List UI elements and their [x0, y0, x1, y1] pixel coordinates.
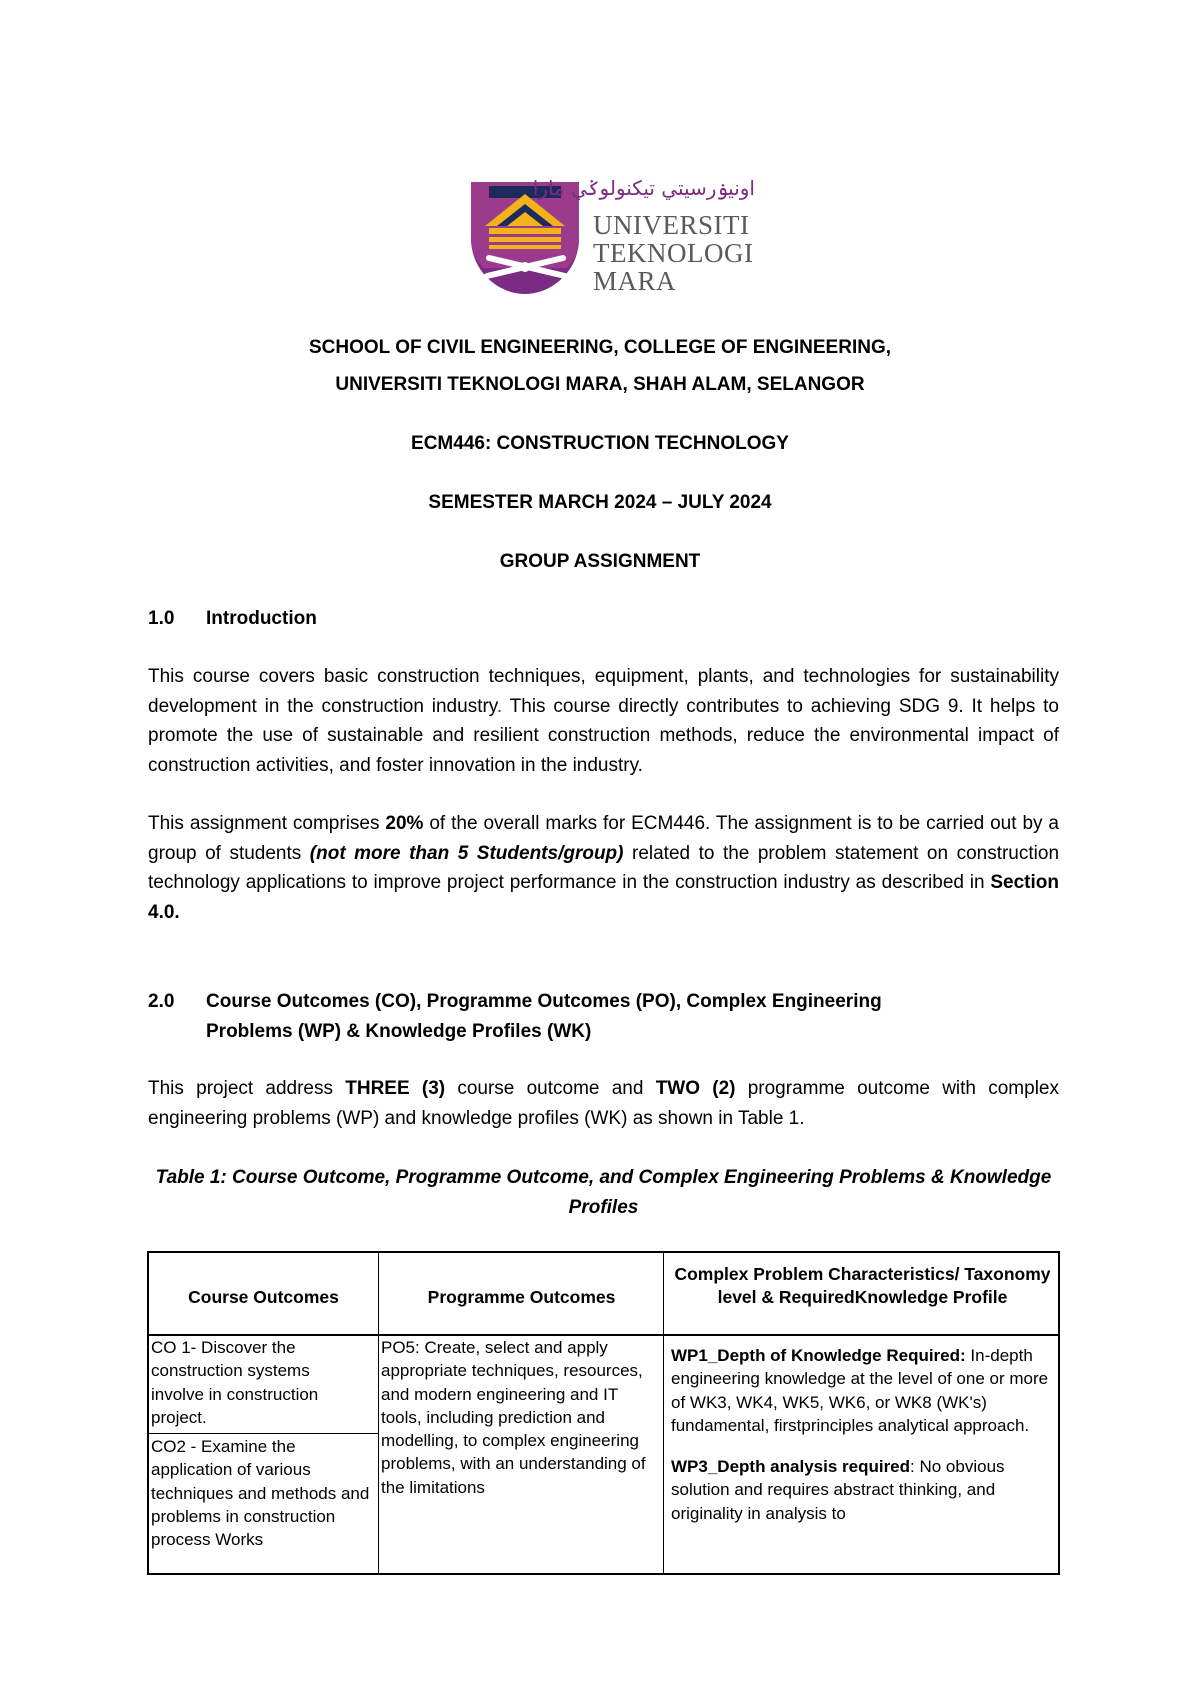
section-2-heading — [148, 987, 882, 1046]
wp1-text: In-depth engineering knowledge at the level of one or more of WK3, WK4, WK5, WK6, or WK8 (WK's) fundamental, firstprinciples analytical approach. — [671, 1346, 1049, 1435]
table-cell-co1: CO 1- Discover the construction systems involve in construction project. — [151, 1338, 319, 1427]
section-2-title-line-2: Problems (WP) & Knowledge Profiles (WK) — [206, 1020, 592, 1042]
outcomes-table — [147, 1251, 1060, 1575]
section-2-title-line-1: Course Outcomes (CO), Programme Outcomes (PO), Complex Engineering — [206, 991, 882, 1012]
logo-jawi-text: اونيۏرسيتي تيكنولوݢي مارا — [532, 176, 755, 200]
intro-paragraph-2 — [148, 809, 1059, 927]
section-2-paragraph — [148, 1074, 1059, 1133]
s2-text-a: This project address — [148, 1078, 346, 1099]
logo-name-mara: MARA — [593, 266, 677, 296]
s2-text-c: programme outcome with complex engineering problems (WP) and knowledge profiles (WK) as shown in Table 1. — [148, 1078, 1059, 1129]
programme-outcome-count: TWO (2) — [655, 1078, 736, 1099]
intro-p2-text-b: of the overall marks for ECM446. The assignment is to be carried out by a group of students — [148, 813, 1059, 864]
section-2-number: 2.0 — [148, 991, 175, 1012]
intro-p1-text-b: This course directly contributes to achieving SDG 9. It helps to promote the use of sustainable and resilient construction methods, reduce the environmental impact of construction activities, and foster innovation in the industry. — [148, 695, 1060, 776]
section-1-heading — [148, 608, 317, 630]
section-reference: Section 4.0. — [148, 872, 1059, 923]
table-1-caption: Table 1: Course Outcome, Programme Outcome, and Complex Engineering Problems & Knowledge Profiles — [155, 1167, 1052, 1218]
table-header-programme-outcomes: Programme Outcomes — [427, 1287, 616, 1307]
course-outcome-count: THREE (3) — [345, 1078, 446, 1099]
header-assignment-type: GROUP ASSIGNMENT — [499, 551, 701, 572]
section-1-title: Introduction — [206, 608, 317, 629]
header-university-line: UNIVERSITI TEKNOLOGI MARA, SHAH ALAM, SELANGOR — [335, 374, 865, 395]
wp3-label: WP3_Depth analysis required — [671, 1457, 911, 1477]
table-header-complex-problem: Complex Problem Characteristics/ Taxonomy level & RequiredKnowledge Profile — [674, 1264, 1051, 1307]
intro-p2-text-c: related to the problem statement on construction technology applications to improve project performance in the construction industry as described in — [148, 842, 1060, 893]
wp1-label: WP1_Depth of Knowledge Required: — [671, 1346, 966, 1365]
s2-text-b: course outcome and — [445, 1078, 656, 1099]
table-cell-po5: PO5: Create, select and apply appropriate techniques, resources, and modern engineering and IT tools, including prediction and modelling, to complex engineering problems, with an understanding of the limitations — [381, 1338, 646, 1497]
logo-name-teknologi: TEKNOLOGI — [593, 238, 754, 268]
intro-p1-red-dot: . — [496, 695, 503, 717]
marks-percentage: 20% — [385, 813, 424, 834]
header-semester: SEMESTER MARCH 2024 – JULY 2024 — [428, 492, 772, 513]
intro-p2-text-a: This assignment comprises — [148, 813, 386, 834]
logo-name-universiti: UNIVERSITI — [593, 210, 750, 240]
wp3-text: : No obvious solution and requires abstract thinking, and originality in analysis to — [671, 1457, 1005, 1523]
intro-p1-text-a: This course covers basic construction techniques, equipment, plants, and technologies for sustainability development in the construction industry — [148, 666, 1059, 717]
header-course-title: ECM446: CONSTRUCTION TECHNOLOGY — [411, 433, 789, 454]
university-logo — [467, 176, 755, 296]
table-header-course-outcomes: Course Outcomes — [188, 1287, 339, 1307]
table-cell-wp — [671, 1344, 1056, 1525]
header-school-line: SCHOOL OF CIVIL ENGINEERING, COLLEGE OF ENGINEERING, — [308, 337, 892, 358]
table-cell-co2: CO2 - Examine the application of various techniques and methods and problems in construction process Works — [151, 1437, 370, 1550]
section-1-number: 1.0 — [148, 608, 175, 629]
intro-paragraph-1 — [148, 662, 1059, 780]
group-size-note: (not more than 5 Students/group) — [309, 842, 624, 864]
